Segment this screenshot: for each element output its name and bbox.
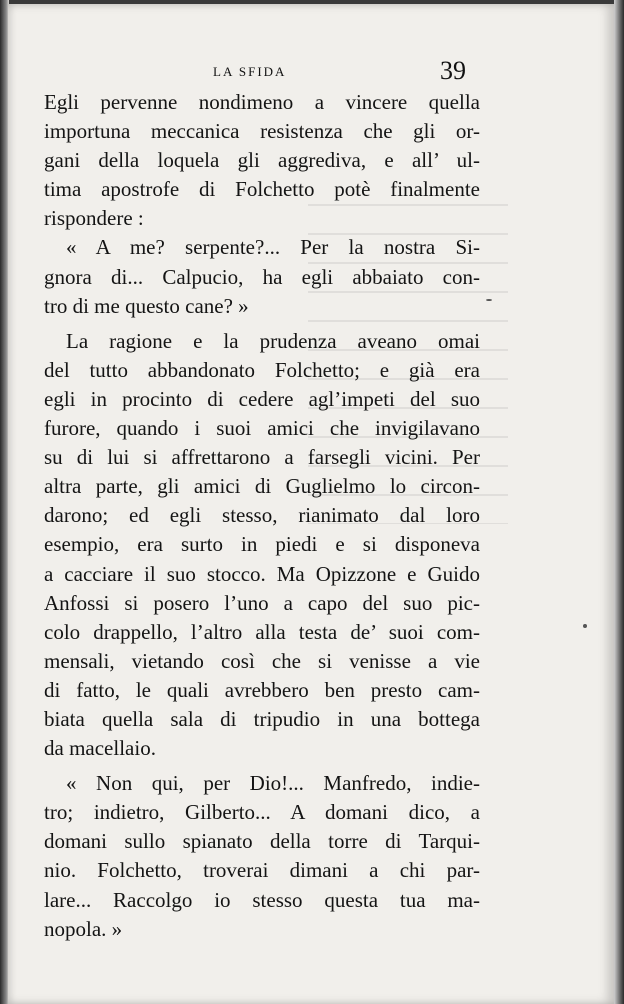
text-line: lare... Raccolgo io stesso questa tua ma- xyxy=(44,887,480,912)
ink-speck xyxy=(583,624,587,628)
body-text xyxy=(44,88,480,944)
text-line: su di lui si affrettarono a farsegli vicini. Per xyxy=(44,445,480,470)
page-number: 39 xyxy=(440,56,466,85)
text-line: gnora di... Calpucio, ha egli abbaiato con- xyxy=(44,264,480,289)
text-line: di fatto, le quali avrebbero ben presto cam- xyxy=(44,677,480,702)
text-line: biata quella sala di tripudio in una bottega xyxy=(44,706,480,731)
text-line: mensali, vietando così che si venisse a vie xyxy=(44,648,480,673)
text-line: Anfossi si posero l’uno a capo del suo pic- xyxy=(44,590,480,615)
page-right-edge xyxy=(614,0,624,1004)
text-line: colo drappello, l’altro alla testa de’ suoi com- xyxy=(44,619,480,644)
text-line: domani sullo spianato della torre di Tarqui- xyxy=(44,829,480,854)
text-line: a cacciare il suo stocco. Ma Opizzone e Guido xyxy=(44,561,480,586)
text-line: nopola. » xyxy=(44,916,123,941)
text-line: Egli pervenne nondimeno a vincere quella xyxy=(44,90,480,114)
text-line: gani della loquela gli aggrediva, e all’ ul- xyxy=(44,148,480,173)
text-line: « Non qui, per Dio!... Manfredo, indie- xyxy=(66,771,480,796)
text-line: esempio, era surto in piedi e si disponeva xyxy=(44,532,480,557)
text-line: darono; ed egli stesso, rianimato dal loro xyxy=(44,503,480,528)
text-line: importuna meccanica resistenza che gli or- xyxy=(44,119,480,144)
running-title: LA SFIDA xyxy=(213,64,287,79)
text-line: altra parte, gli amici di Guglielmo lo circon- xyxy=(44,474,480,499)
text-line: furore, quando i suoi amici che invigilavano xyxy=(44,416,480,441)
text-line: rispondere : xyxy=(44,206,144,231)
text-line: « A me? serpente?... Per la nostra Si- xyxy=(66,235,480,260)
text-line: tro; indietro, Gilberto... A domani dico, a xyxy=(44,800,480,825)
text-line: del tutto abbandonato Folchetto; e già era xyxy=(44,357,480,382)
text-line: tima apostrofe di Folchetto potè finalmente xyxy=(44,177,480,202)
ink-speck xyxy=(486,299,492,301)
page-header xyxy=(0,56,624,85)
text-line: da macellaio. xyxy=(44,736,156,761)
text-line: nio. Folchetto, troverai dimani a chi par- xyxy=(44,858,480,883)
text-line: egli in procinto di cedere agl’impeti del suo xyxy=(44,386,480,411)
text-line: tro di me questo cane? » xyxy=(44,293,249,318)
text-line: La ragione e la prudenza aveano omai xyxy=(66,328,480,353)
